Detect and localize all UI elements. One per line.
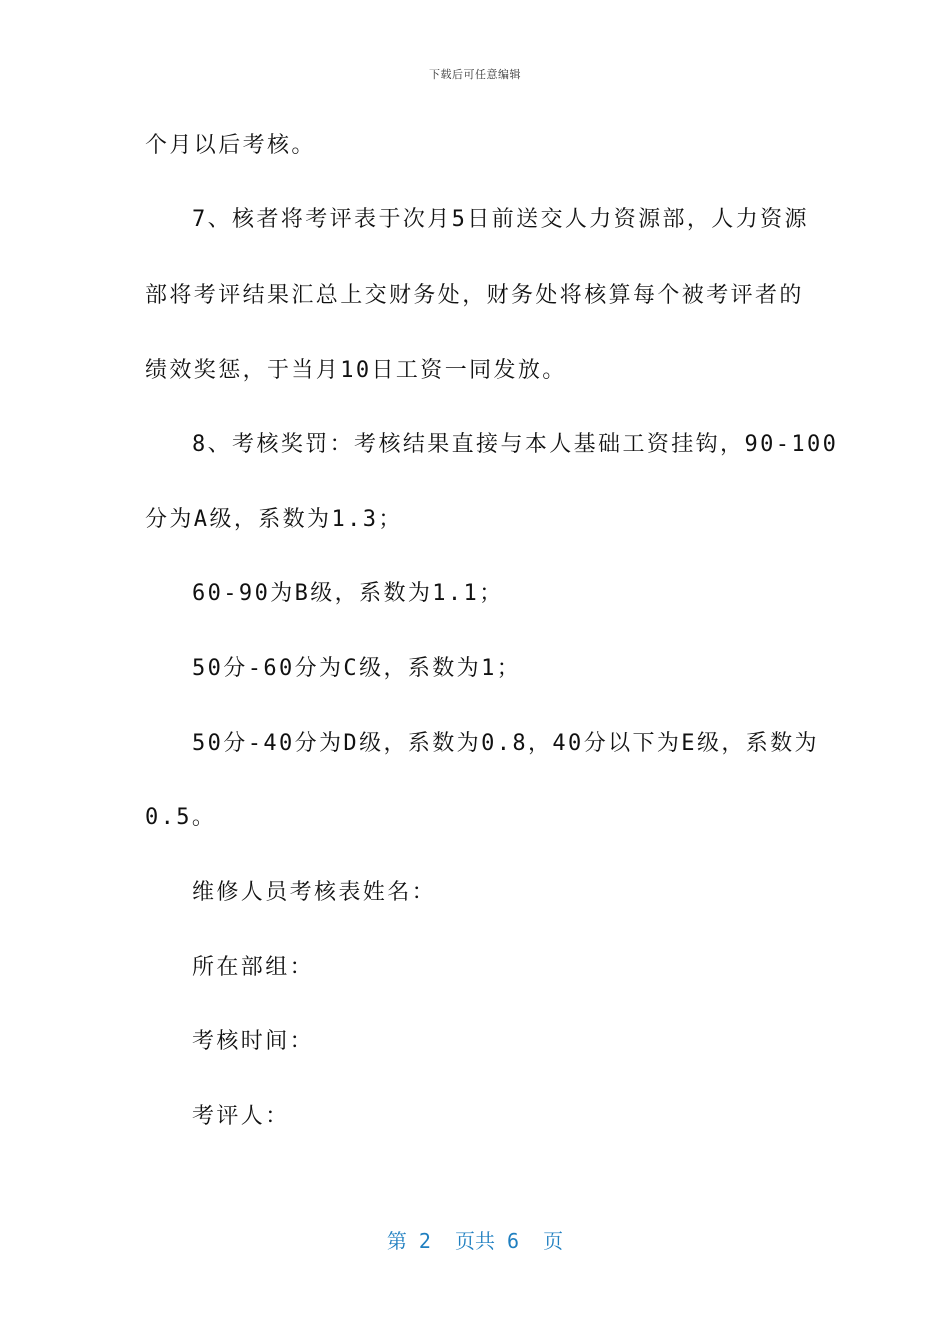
header-note: 下载后可任意编辑 <box>429 68 521 81</box>
grade-d-e-line-1: 50分-40分为D级，系数为0.8，40分以下为E级，系数为 <box>192 731 819 756</box>
body-paragraph-8-line-2: 分为A级，系数为1.3； <box>145 507 403 532</box>
grade-b-line: 60-90为B级，系数为1.1； <box>192 581 504 606</box>
body-line: 个月以后考核。 <box>145 133 316 158</box>
form-evaluator-label: 考评人： <box>192 1104 290 1129</box>
grade-c-line: 50分-60分为C级，系数为1； <box>192 656 522 681</box>
form-name-label: 维修人员考核表姓名： <box>192 880 437 905</box>
form-time-label: 考核时间： <box>192 1029 315 1054</box>
grade-d-e-line-2: 0.5。 <box>145 805 217 830</box>
page-number-footer: 第 2 页共 6 页 <box>386 1229 564 1253</box>
body-paragraph-7-line-2: 部将考评结果汇总上交财务处，财务处将核算每个被考评者的 <box>145 283 804 308</box>
form-department-label: 所在部组： <box>192 955 315 980</box>
body-paragraph-7-line-1: 7、核者将考评表于次月5日前送交人力资源部，人力资源 <box>192 207 809 232</box>
body-paragraph-8-line-1: 8、考核奖罚：考核结果直接与本人基础工资挂钩，90-100 <box>192 432 839 457</box>
body-paragraph-7-line-3: 绩效奖惩，于当月10日工资一同发放。 <box>145 358 567 383</box>
